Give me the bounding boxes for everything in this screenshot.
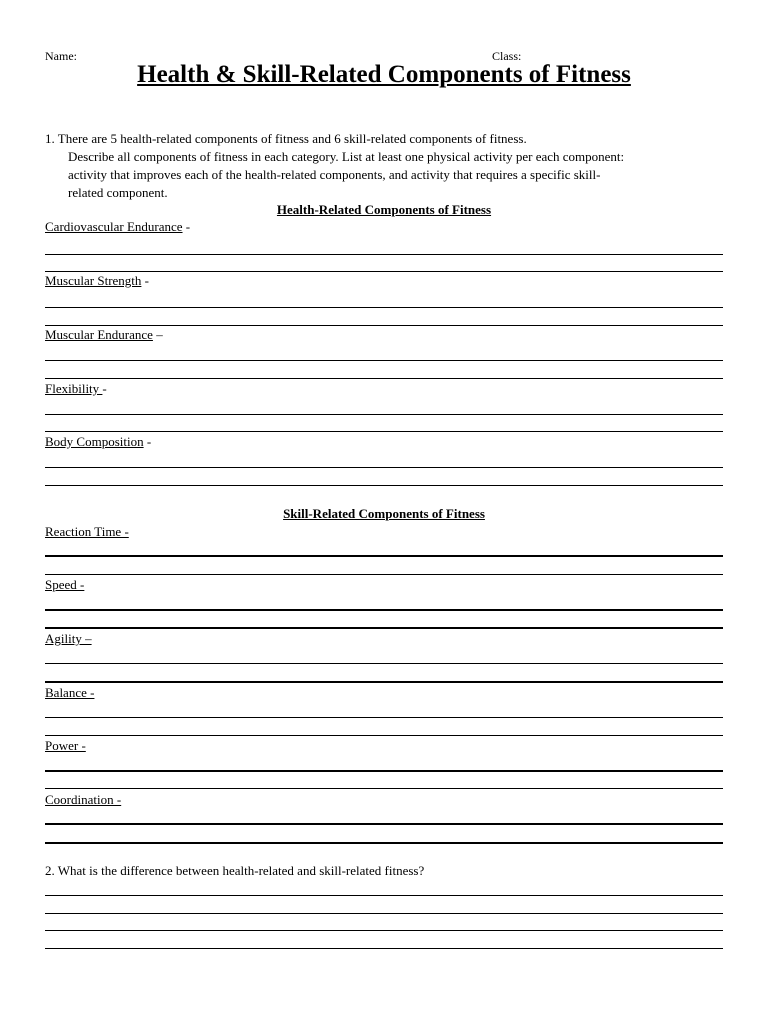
health-item-flexibility (45, 381, 107, 397)
question-1-line-1: 1. There are 5 health-related components of fitness and 6 skill-related components of fitness. (45, 131, 527, 146)
answer-line[interactable] (45, 431, 723, 432)
health-item-label: Cardiovascular Endurance (45, 219, 183, 234)
name-label: Name: (45, 49, 77, 63)
answer-line[interactable] (45, 254, 723, 255)
health-item-suffix: - (141, 273, 149, 288)
answer-line[interactable] (45, 467, 723, 468)
answer-line[interactable] (45, 360, 723, 361)
skill-item-balance: Balance - (45, 685, 95, 700)
health-section-heading: Health-Related Components of Fitness (276, 202, 492, 217)
health-item-suffix: – (152, 327, 163, 342)
skill-item-power: Power - (45, 738, 86, 753)
class-label: Class: (492, 49, 522, 63)
answer-line[interactable] (45, 271, 723, 272)
health-item-body-composition (45, 434, 151, 450)
skill-item-reaction-time: Reaction Time - (45, 524, 129, 539)
answer-line[interactable] (45, 555, 723, 557)
answer-line[interactable] (45, 378, 723, 379)
health-item-suffix: - (182, 219, 191, 234)
answer-line[interactable] (45, 735, 723, 736)
answer-line[interactable] (45, 842, 723, 844)
answer-line[interactable] (45, 895, 723, 896)
answer-line[interactable] (45, 930, 723, 931)
answer-line[interactable] (45, 770, 723, 772)
question-1-line-4: related component. (68, 185, 168, 200)
health-item-muscular-strength (45, 273, 149, 289)
answer-line[interactable] (45, 574, 723, 575)
answer-line[interactable] (45, 717, 723, 718)
answer-line[interactable] (45, 609, 723, 611)
answer-line[interactable] (45, 627, 723, 629)
health-item-label: Muscular Strength (45, 273, 142, 288)
skill-item-coordination: Coordination - (45, 792, 122, 807)
health-item-suffix: - (143, 434, 152, 449)
answer-line[interactable] (45, 663, 723, 664)
skill-item-speed: Speed - (45, 577, 85, 592)
health-item-muscular-endurance (45, 327, 163, 343)
answer-line[interactable] (45, 913, 723, 914)
skill-item-agility: Agility – (45, 631, 92, 646)
health-item-label: Body Composition (45, 434, 144, 449)
answer-line[interactable] (45, 681, 723, 683)
answer-line[interactable] (45, 485, 723, 486)
answer-line[interactable] (45, 948, 723, 949)
question-2: 2. What is the difference between health-related and skill-related fitness? (45, 863, 425, 878)
health-item-suffix: - (102, 381, 107, 396)
skill-section-heading: Skill-Related Components of Fitness (283, 506, 485, 521)
health-item-label: Muscular Endurance (45, 327, 153, 342)
health-item-label: Flexibility (45, 381, 103, 396)
question-1-line-3: activity that improves each of the health-related components, and activity that requires a specific skill- (68, 167, 601, 182)
answer-line[interactable] (45, 307, 723, 308)
answer-line[interactable] (45, 414, 723, 415)
health-item-cardiovascular (45, 219, 190, 235)
page-title: Health & Skill-Related Components of Fitness (137, 61, 631, 88)
answer-line[interactable] (45, 823, 723, 825)
answer-line[interactable] (45, 788, 723, 789)
answer-line[interactable] (45, 325, 723, 326)
question-1-line-2: Describe all components of fitness in each category. List at least one physical activity per each component: (68, 149, 625, 164)
